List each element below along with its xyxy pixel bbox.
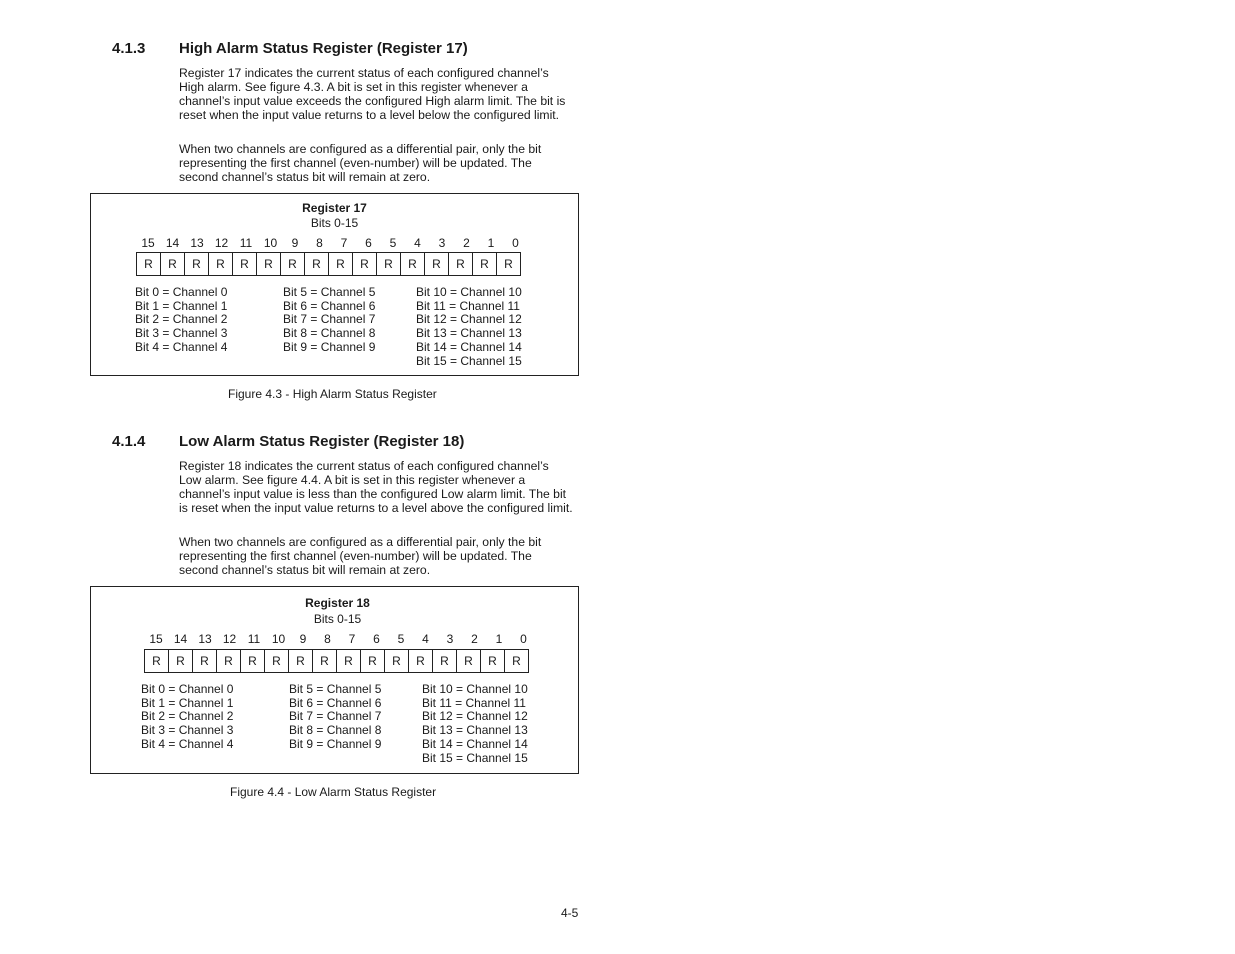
bit-number: 13: [190, 236, 204, 250]
bit-channel-mapping: Bit 5 = Channel 5: [283, 285, 376, 299]
bit-number: 0: [520, 632, 527, 646]
section-number: 4.1.3: [112, 40, 146, 57]
bit-cell: R: [185, 253, 209, 275]
bit-number: 2: [463, 236, 470, 250]
bit-map-col-3: [416, 286, 522, 368]
bit-channel-mapping: Bit 13 = Channel 13: [422, 723, 528, 738]
section-heading-4-1-3: [112, 40, 468, 57]
bit-cell: R: [209, 253, 233, 275]
bit-number: 2: [471, 632, 478, 646]
section-number: 4.1.4: [112, 433, 146, 450]
section-title: High Alarm Status Register (Register 17): [179, 40, 468, 57]
bit-cell: R: [361, 650, 385, 672]
figure-register-18: [90, 586, 579, 774]
register-title: Register 18: [305, 596, 370, 610]
bit-channel-mapping: Bit 2 = Channel 2: [141, 709, 234, 724]
bit-cell: R: [145, 650, 169, 672]
bit-map-col-2: [283, 286, 375, 355]
bit-map-col-1: [135, 286, 227, 355]
bit-number: 4: [414, 236, 421, 250]
bit-channel-mapping: Bit 0 = Channel 0: [135, 285, 228, 299]
bit-channel-mapping: Bit 0 = Channel 0: [141, 682, 234, 696]
bit-channel-mapping: Bit 14 = Channel 14: [416, 339, 522, 354]
bit-number: 8: [324, 632, 331, 646]
bit-number: 14: [165, 236, 180, 250]
bit-channel-mapping: Bit 3 = Channel 3: [141, 723, 234, 738]
bit-cell: R: [233, 253, 257, 275]
bit-cell: R: [289, 650, 313, 672]
bit-channel-mapping: Bit 5 = Channel 5: [289, 682, 382, 696]
bit-number: 11: [247, 632, 261, 646]
figure-caption: Figure 4.3 - High Alarm Status Register: [228, 387, 437, 401]
bit-channel-mapping: Bit 11 = Channel 11: [422, 695, 526, 710]
bit-channel-mapping: Bit 11 = Channel 11: [416, 298, 520, 313]
bit-channel-mapping: Bit 3 = Channel 3: [135, 326, 228, 341]
bit-channel-mapping: Bit 10 = Channel 10: [416, 285, 522, 299]
bit-channel-mapping: Bit 14 = Channel 14: [422, 736, 528, 751]
bit-number: 10: [263, 236, 278, 250]
bit-channel-mapping: Bit 8 = Channel 8: [289, 723, 382, 738]
bit-number: 12: [222, 632, 237, 646]
bit-cell: R: [409, 650, 433, 672]
bit-channel-mapping: Bit 4 = Channel 4: [135, 339, 228, 354]
bit-number: 8: [316, 236, 323, 250]
bit-cell: R: [329, 253, 353, 275]
bit-cell: R: [281, 253, 305, 275]
bit-cell: R: [169, 650, 193, 672]
paragraph: Register 17 indicates the current status of each configured channel’s High alarm. See figure 4.3. A bit is set in this register whenever a channel’s input value exceeds the configured High alarm limit. The bit is reset when the input value returns to a level below the configured limit.: [179, 66, 566, 122]
bit-channel-mapping: Bit 1 = Channel 1: [141, 695, 234, 710]
section-heading-4-1-4: [112, 433, 464, 450]
bit-cell: R: [385, 650, 409, 672]
bit-cell: R: [137, 253, 161, 275]
bit-number: 15: [141, 236, 155, 250]
bit-number: 14: [173, 632, 188, 646]
bit-cell: R: [481, 650, 505, 672]
bit-number: 9: [291, 236, 299, 250]
bit-cell: R: [257, 253, 281, 275]
bit-channel-mapping: Bit 7 = Channel 7: [289, 709, 382, 724]
paragraph: When two channels are configured as a differential pair, only the bit representing the first channel (even-number) will be updated. The second channel’s status bit will remain at zero.: [179, 142, 542, 184]
bits-label: Bits 0-15: [313, 612, 362, 626]
bit-channel-mapping: Bit 15 = Channel 15: [416, 353, 522, 368]
bit-number: 5: [389, 236, 397, 250]
figure-caption: Figure 4.4 - Low Alarm Status Register: [230, 785, 437, 799]
bit-cell: R: [401, 253, 425, 275]
bit-number: 1: [487, 236, 495, 250]
bit-cell: R: [161, 253, 185, 275]
bit-channel-mapping: Bit 13 = Channel 13: [416, 326, 522, 341]
bit-cell: R: [473, 253, 497, 275]
bit-number: 11: [239, 236, 253, 250]
bit-cell: R: [337, 650, 361, 672]
bit-number: 10: [271, 632, 286, 646]
bit-channel-mapping: Bit 1 = Channel 1: [135, 298, 228, 313]
bit-cell: R: [353, 253, 377, 275]
bit-number: 6: [365, 236, 372, 250]
bit-cell: R: [377, 253, 401, 275]
bit-cell: R: [241, 650, 265, 672]
bit-channel-mapping: Bit 8 = Channel 8: [283, 326, 376, 341]
figure-register-17: [90, 193, 579, 376]
bit-cell: R: [217, 650, 241, 672]
bit-number: 3: [438, 236, 446, 250]
bit-number: 1: [495, 632, 503, 646]
bit-cell: R: [305, 253, 329, 275]
bit-number: 0: [512, 236, 519, 250]
paragraph: When two channels are configured as a differential pair, only the bit representing the first channel (even-number) will be updated. The second channel’s status bit will remain at zero.: [179, 535, 542, 577]
bit-cell-row: [136, 252, 521, 276]
bit-map-col-1: [141, 683, 233, 752]
bit-cell: R: [193, 650, 217, 672]
bit-channel-mapping: Bit 7 = Channel 7: [283, 312, 376, 327]
bit-number: 9: [299, 632, 307, 646]
bit-number-row: [136, 236, 528, 250]
bit-channel-mapping: Bit 6 = Channel 6: [289, 695, 382, 710]
bit-number: 5: [397, 632, 405, 646]
paragraph: Register 18 indicates the current status of each configured channel’s Low alarm. See figure 4.4. A bit is set in this register whenever a channel’s input value is less than the configured Low alarm limit. The bit is reset when the input value returns to a level above the configured limit.: [179, 459, 573, 515]
register-title: Register 17: [302, 201, 367, 215]
bit-channel-mapping: Bit 9 = Channel 9: [289, 736, 382, 751]
bit-cell: R: [497, 253, 521, 275]
bit-channel-mapping: Bit 15 = Channel 15: [422, 750, 528, 765]
bit-number: 3: [446, 632, 454, 646]
bits-label: Bits 0-15: [310, 216, 359, 230]
bit-number: 4: [422, 632, 429, 646]
page-number: 4-5: [561, 906, 579, 920]
bit-cell: R: [425, 253, 449, 275]
bit-cell: R: [433, 650, 457, 672]
bit-cell-row: [144, 649, 529, 673]
bit-cell: R: [457, 650, 481, 672]
bit-channel-mapping: Bit 10 = Channel 10: [422, 682, 528, 696]
bit-channel-mapping: Bit 4 = Channel 4: [141, 736, 234, 751]
bit-number: 7: [340, 236, 348, 250]
bit-cell: R: [449, 253, 473, 275]
bit-cell: R: [265, 650, 289, 672]
bit-channel-mapping: Bit 12 = Channel 12: [422, 709, 528, 724]
bit-number: 6: [373, 632, 380, 646]
bit-number: 15: [149, 632, 163, 646]
bit-number: 13: [198, 632, 212, 646]
bit-channel-mapping: Bit 9 = Channel 9: [283, 339, 376, 354]
bit-cell: R: [313, 650, 337, 672]
bit-number-row: [144, 632, 536, 646]
bit-cell: R: [505, 650, 529, 672]
bit-number: 7: [348, 632, 356, 646]
section-title: Low Alarm Status Register (Register 18): [179, 433, 465, 450]
bit-number: 12: [214, 236, 229, 250]
bit-channel-mapping: Bit 12 = Channel 12: [416, 312, 522, 327]
bit-channel-mapping: Bit 6 = Channel 6: [283, 298, 376, 313]
bit-map-col-3: [422, 683, 528, 765]
bit-map-col-2: [289, 683, 381, 752]
bit-channel-mapping: Bit 2 = Channel 2: [135, 312, 228, 327]
